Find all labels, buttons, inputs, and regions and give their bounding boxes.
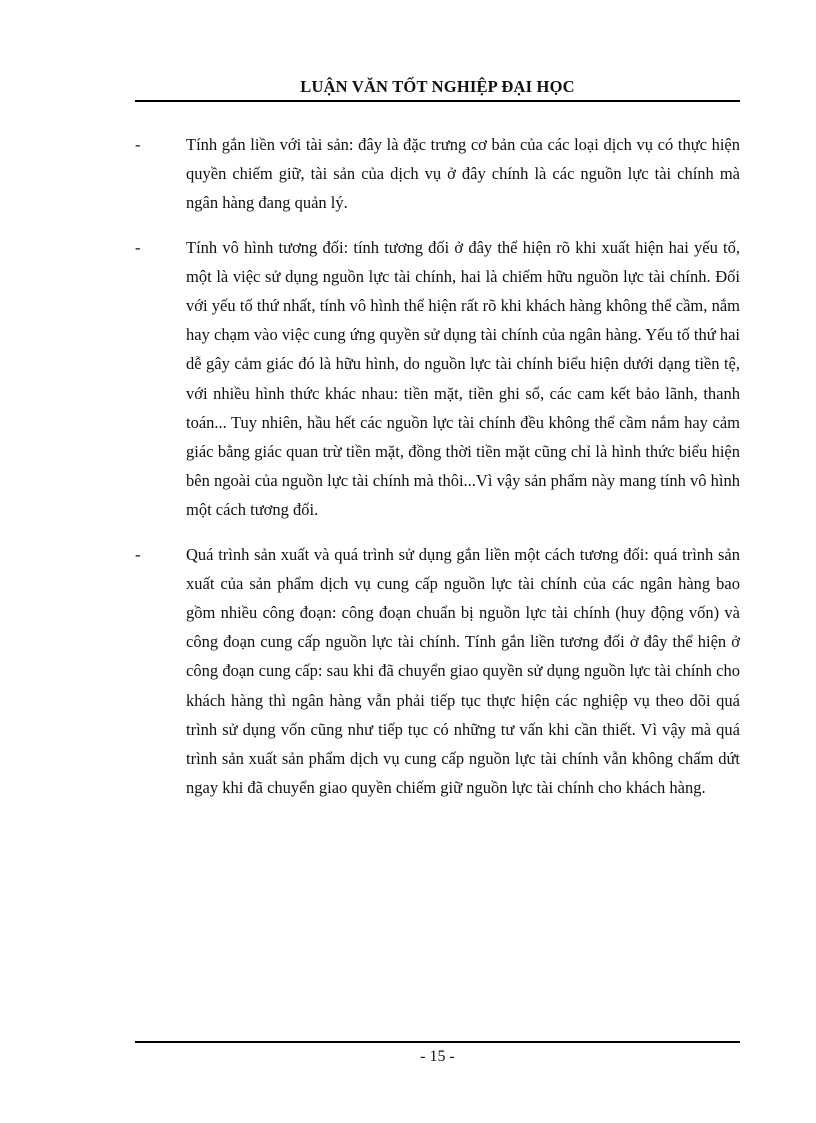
header-rule: [135, 100, 740, 102]
bullet-item: [135, 540, 740, 803]
bullet-marker: -: [135, 237, 141, 257]
bullet-text: Tính gắn liền với tài sản: đây là đặc trưng cơ bản của các loại dịch vụ có thực hiện quyền chiếm giữ, tài sản của dịch vụ ở đây chính là các nguồn lực tài chính mà ngân hàng đang quản lý.: [186, 135, 740, 213]
bullet-text: Tính vô hình tương đối: tính tương đối ở đây thể hiện rõ khi xuất hiện hai yếu tố, một là việc sử dụng nguồn lực tài chính, hai là chiếm hữu nguồn lực tài chính. Đối với yếu tố thứ nhất, tính vô hình thể hiện rất rõ khi khách hàng không thể cầm, nắm hay chạm vào việc cung ứng quyền sử dụng tài chính của ngân hàng. Yếu tố thứ hai dễ gây cảm giác đó là hữu hình, do nguồn lực tài chính biểu hiện dưới dạng tiền tệ, với nhiều hình thức khác nhau: tiền mặt, tiền ghi sổ, các cam kết bảo lãnh, thanh toán... Tuy nhiên, hầu hết các nguồn lực tài chính đều không thể cầm nắm hay cảm giác bằng giác quan trừ tiền mặt, đồng thời tiền mặt cũng chỉ là hình thức biểu hiện bên ngoài của nguồn lực tài chính mà thôi...Vì vậy sản phẩm này mang tính vô hình một cách tương đối.: [186, 237, 740, 520]
bullet-item: [135, 233, 740, 525]
bullet-item: [135, 130, 740, 218]
footer-rule: [135, 1041, 740, 1043]
bullet-text: Quá trình sản xuất và quá trình sử dụng gắn liền một cách tương đối: quá trình sản xuất của sản phẩm dịch vụ cung cấp nguồn lực tài chính của các ngân hàng bao gồm nhiều công đoạn: công đoạn chuẩn bị nguồn lực tài chính (huy động vốn) và công đoạn cung cấp nguồn lực tài chính. Tính gắn liền tương đối ở đây thể hiện ở công đoạn cung cấp: sau khi đã chuyển giao quyền sử dụng nguồn lực tài chính cho khách hàng thì ngân hàng vẫn phải tiếp tục thực hiện các nghiệp vụ theo dõi quá trình sử dụng vốn cũng như tiếp tục có những tư vấn khi cần thiết. Vì vậy mà quá trình sản xuất sản phẩm dịch vụ cung cấp nguồn lực tài chính vẫn không chấm dứt ngay khi đã chuyển giao quyền chiếm giữ nguồn lực tài chính cho khách hàng.: [186, 544, 740, 798]
bullet-marker: -: [135, 135, 141, 154]
document-body: [135, 130, 740, 817]
bullet-marker: -: [135, 544, 141, 564]
page-header-title: LUẬN VĂN TỐT NGHIỆP ĐẠI HỌC: [300, 77, 575, 96]
page-number: - 15 -: [420, 1048, 455, 1065]
